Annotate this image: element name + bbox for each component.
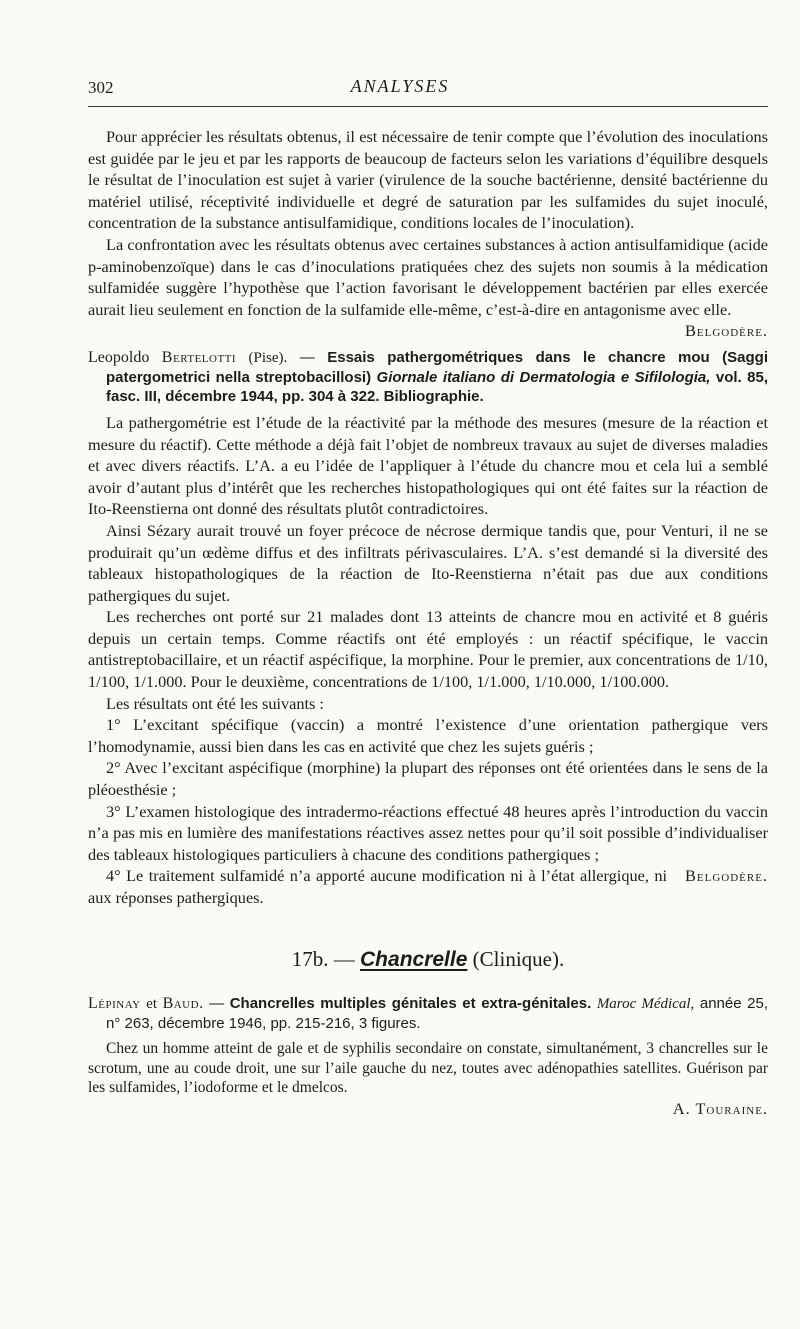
paragraph: Les recherches ont porté sur 21 malades dont 13 atteints de chancre mou en activité et 8 guéris depuis un certain temps. Comme réactifs ont été employés : un réactif spécifique, le vaccin antistreptobacillaire, et un réactif aspécifique, la morphine. Pour le premier, aux concentrations de 1/10, 1/100, 1/1.000. Pour le deuxième, concentrations de 1/100, 1/1.000, 1/10.000, 1/100.000. (88, 607, 768, 692)
paragraph: La confrontation avec les résultats obtenus avec certaines substances à action antisulfamidique (acide p-aminobenzoïque) dans le cas d’inoculations pratiquées chez des sujets non soumis à la médication sulfamidée suggère l’hypothèse que l’action favorisant le développement bactérien par elles exercée aurait lieu seulement en fonction de la sulfamide elle-même, c’est-à-dire en antagonisme avec elle. (88, 234, 768, 319)
section-heading (88, 946, 768, 971)
paragraph: Chez un homme atteint de gale et de syphilis secondaire on constate, simultanément, 3 chancrelles sur le scrotum, une au coude droit, une sur l’aile gauche du nez, toutes avec adénopathies satellites. Guérison par les sulfamides, l’iodoforme et le dmelcos. (88, 1040, 768, 1097)
dash: — (209, 995, 225, 1013)
paragraph: Pour apprécier les résultats obtenus, il est nécessaire de tenir compte que l’évolution des inoculations est guidée par le jeu et par les rapports de beaucoup de facteurs selon les variations d’équilibre desquels le résultat de l’inoculation est sujet à varier (virulence de la souche bactérienne, densité bactérienne du matériel utilisé, réceptivité individuelle et degré de saturation par les sulfamides du sujet inoculé, concentration de la substance antisulfamidique, conditions locales de l’inoculation). (88, 127, 768, 233)
paragraph: La pathergométrie est l’étude de la réactivité par la méthode des mesures (mesure de la réaction et mesure du réactif). Cette méthode a déjà fait l’objet de nombreux travaux au sujet de diverses maladies et avec divers réactifs. L’A. a eu l’idée de l’appliquer à l’étude du chancre mou et cela lui a semblé avoir d’autant plus d’intérêt que les recherches histopathologiques qui ont été faites sur la réaction de Ito-Reenstierna ont donné des résultats plutôt contradictoires. (88, 412, 768, 519)
section-title: Chancrelle (360, 947, 468, 971)
dash: — (299, 348, 315, 366)
author-first-name: Leopoldo (88, 348, 150, 366)
journal-name: Maroc Médical, (596, 996, 695, 1013)
author-location: (Pise). (248, 349, 288, 366)
journal-name: Giornale italiano di Dermatologia e Sifilologia, (376, 368, 711, 386)
list-item-text: 4° Le traitement sulfamidé n’a apporté aucune modification ni à l’état allergique, ni aux réponses pathergiques. (88, 866, 668, 907)
list-item: 1° L’excitant spécifique (vaccin) a montré l’existence d’une orientation pathergique vers l’homodynamie, aussi bien dans les cas en activité que chez les sujets guéris ; (88, 715, 768, 756)
page-body (88, 126, 768, 1125)
author-surname: Baud. (162, 995, 204, 1013)
list-item (88, 865, 768, 908)
paragraph: Ainsi Sézary aurait trouvé un foyer précoce de nécrose dermique tandis que, pour Venturi, il ne se produirait qu’un œdème diffus et des infiltrats périvasculaires. L’A. s’est demandé si la diversité des tableaux histopathologiques de la réaction de Ito-Reenstierna n’était pas due aux conditions pathergiques du sujet. (88, 520, 768, 605)
page-number: 302 (88, 78, 114, 97)
signature: Belgodère. (685, 321, 768, 341)
running-head (88, 74, 712, 100)
publication-details: année 25, n° 263, décembre 1946, pp. 215-216, 3 figures. (106, 995, 768, 1033)
publication-details: vol. 85, fasc. III, décembre 1944, pp. 304 à 322. Bibliographie. (106, 368, 768, 405)
list-item: 2° Avec l’excitant aspécifique (morphine) la plupart des réponses ont été orientées dans le sens de la pléoesthésie ; (88, 758, 768, 800)
author-conjunction: et (146, 996, 157, 1013)
section-dash: — (333, 946, 355, 971)
header-rule (88, 106, 768, 107)
running-title: ANALYSES (350, 76, 450, 96)
list-item: 3° L’examen histologique des intradermo-réactions effectué 48 heures après l’introduction du vaccin n’a pas mis en lumière des manifestations réactives assez nettes pour qu’il soit possible d’individualiser des tableaux histologiques particuliers à chacune des conditions pathergiques ; (88, 801, 768, 864)
article-title: Essais pathergométriques dans le chancre mou (Saggi patergometrici nella streptobacillosi) (106, 348, 768, 386)
article-title: Chancrelles multiples génitales et extra-génitales. (229, 995, 592, 1013)
signature: Belgodère. (685, 866, 768, 886)
paragraph: Les résultats ont été les suivants : (106, 693, 324, 713)
section-subtitle: (Clinique). (472, 946, 565, 971)
author-surname: Bertelotti (161, 348, 237, 366)
signature: A. Touraine. (672, 1098, 768, 1118)
author-surname: Lépinay (88, 995, 141, 1013)
section-number: 17b. (291, 946, 329, 971)
reference-entry (88, 348, 768, 406)
reference-entry (88, 994, 768, 1033)
